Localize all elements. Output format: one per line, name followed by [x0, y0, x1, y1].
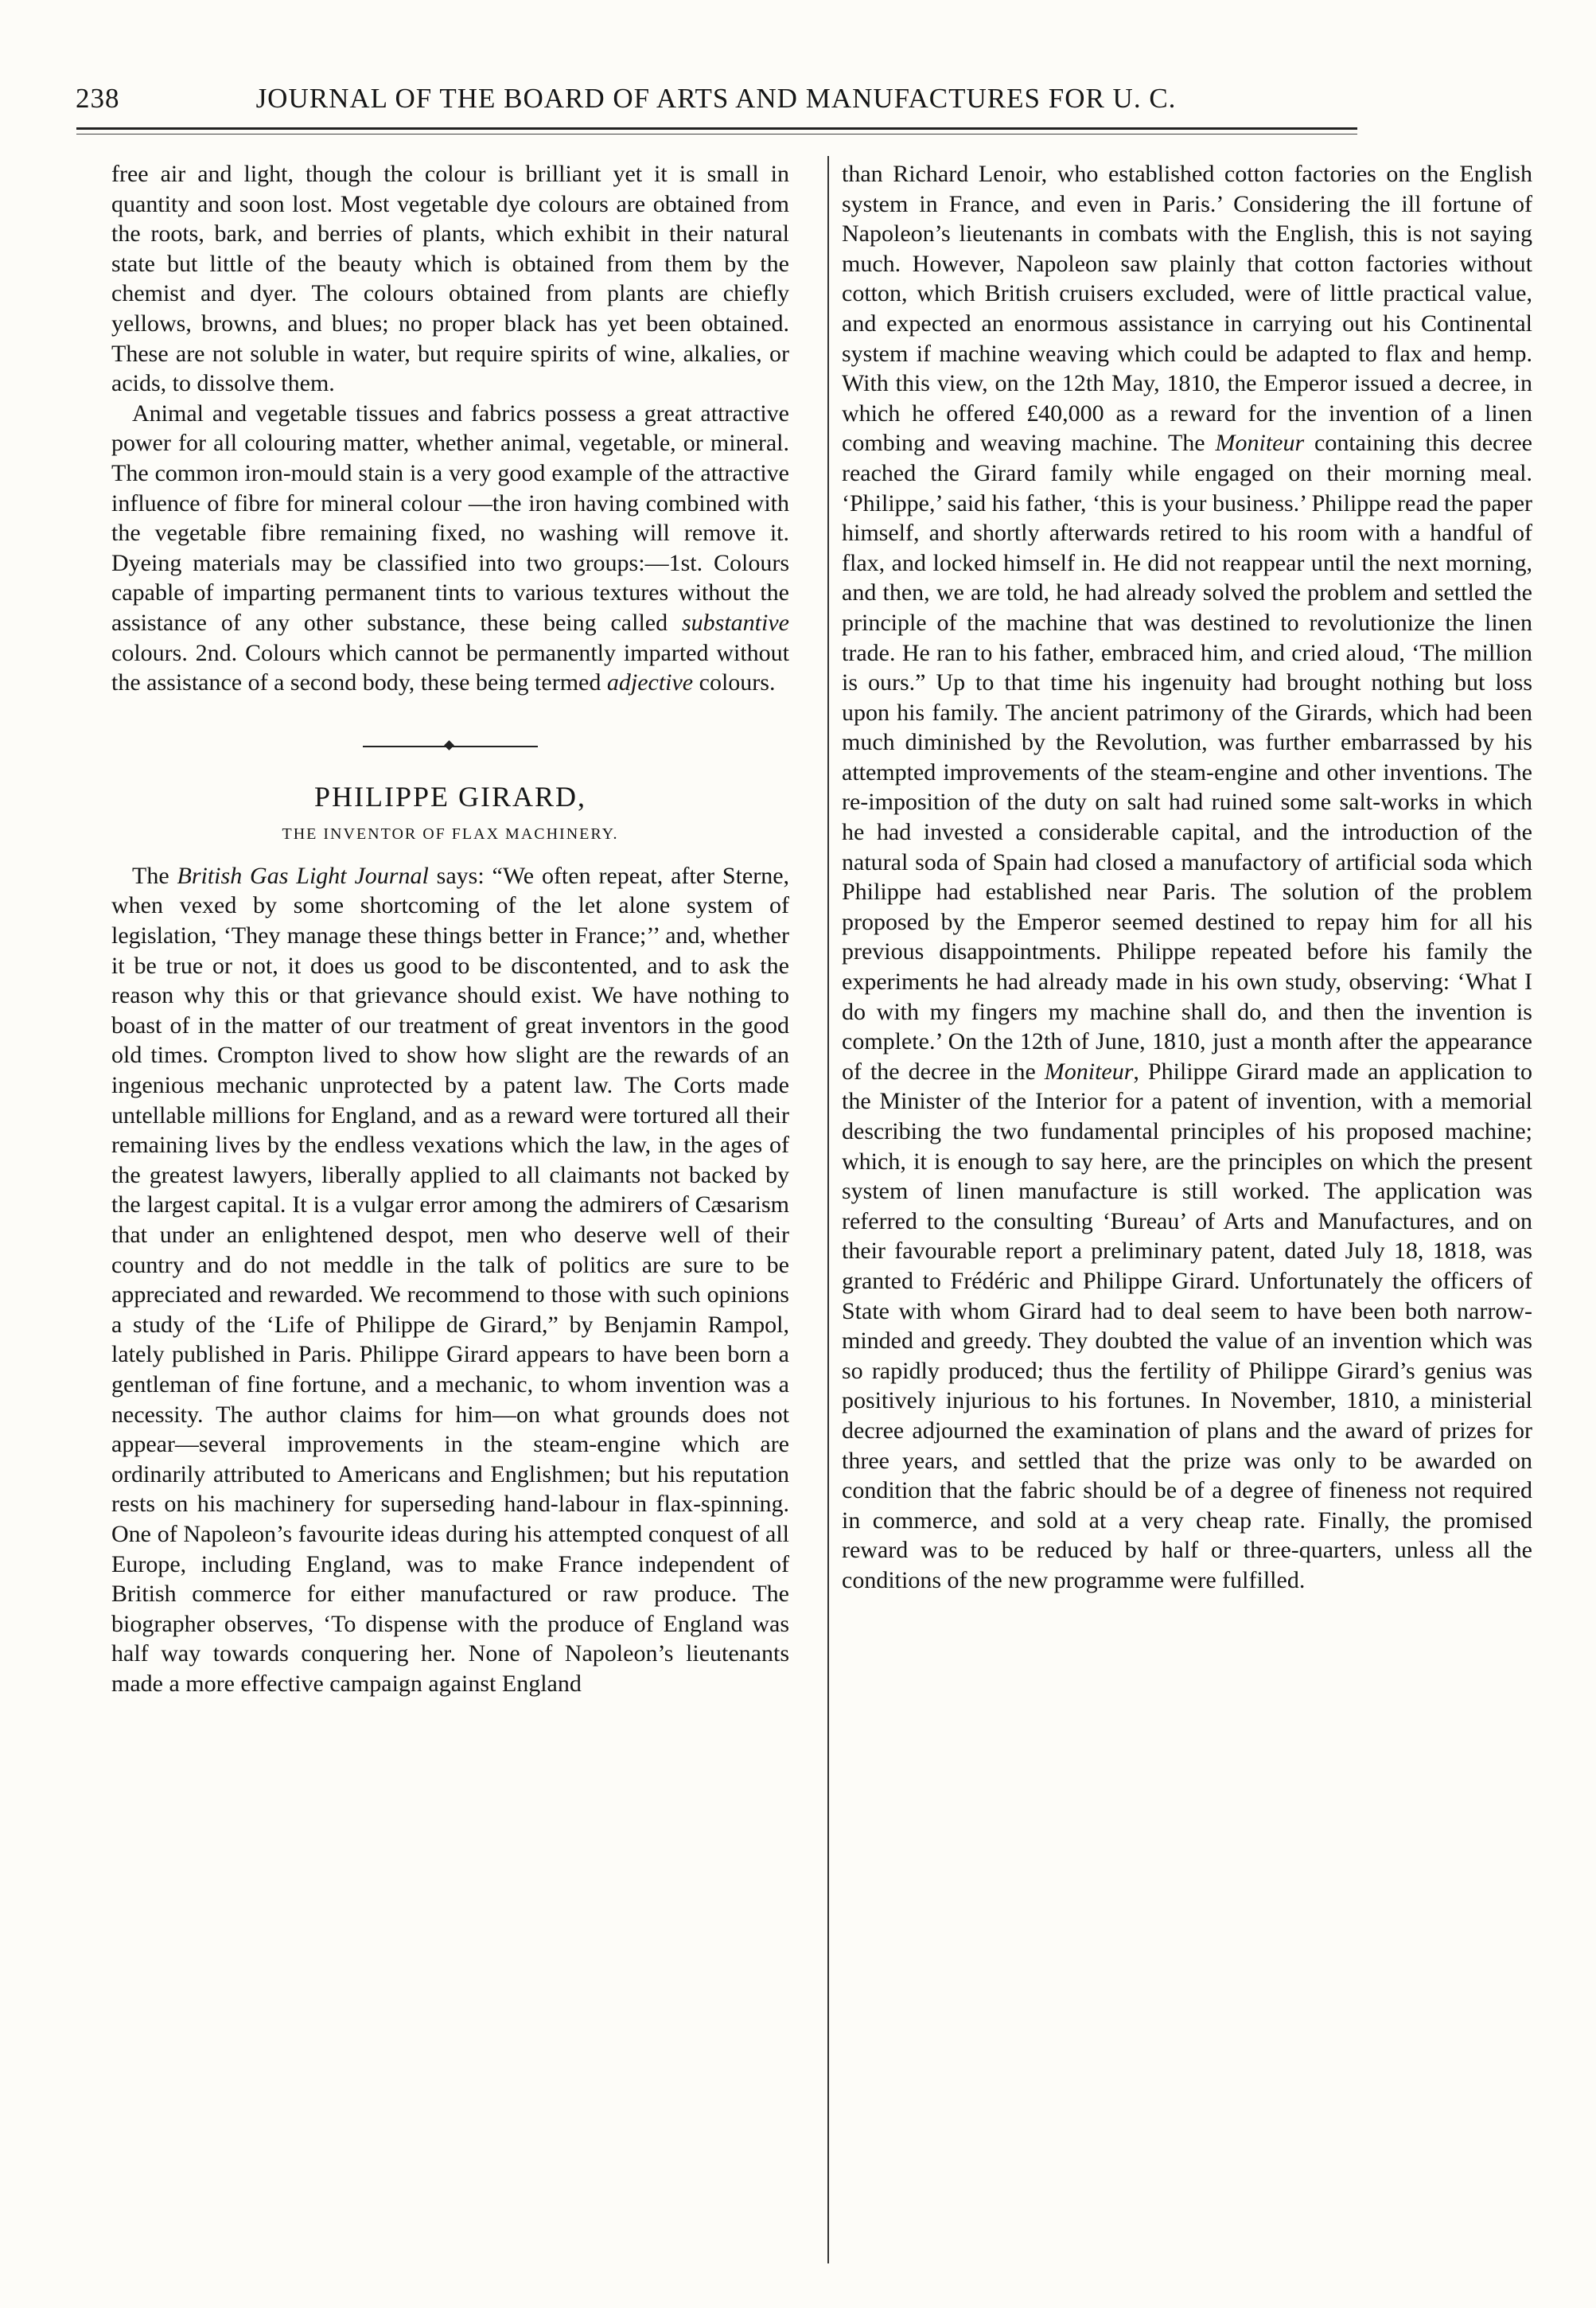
- paragraph-tissues-fabrics: Animal and vegetable tissues and fabrics possess a great attractive power for all colouring matter, whether animal, vegetable, or mineral. The common iron-mould stain is a very good example of the attractive influence of fibre for mineral colour —the iron having combined with the vegetable fibre remaining fixed, no washing will remove it. Dyeing materials may be classified into two groups:—1st. Colours capable of imparting permanent tints to various textures without the assistance of any other substance, these being called substantive colours. 2nd. Colours which cannot be permanently imparted without the assistance of a second body, these being termed adjective colours.: [111, 400, 789, 696]
- italic-adjective: adjective: [606, 669, 694, 696]
- left-column: [111, 159, 789, 2268]
- italic-moniteur: Moniteur: [1215, 430, 1305, 457]
- italic-substantive: substantive: [682, 609, 789, 636]
- italic-moniteur-2: Moniteur: [1044, 1058, 1134, 1085]
- column-divider: [827, 156, 829, 2263]
- italic-journal-name: British Gas Light Journal: [177, 862, 429, 889]
- paragraph-article-start: The British Gas Light Journal says: “We often repeat, after Sterne, when vexed by some shortcoming of the let alone system of legislation, ‘They manage these things better in France;’’ and, whether it be true or not, it does us good to be discontented, and to ask the reason why this or that grievance should exist. We have nothing to boast of in the matter of our treatment of great inventors in the good old times. Crompton lived to show how slight are the rewards of an ingenious mechanic unprotected by a patent law. The Corts made untellable millions for England, and as a reward were tortured all their remaining lives by the endless vexations which the law, in the ages of the greatest lawyers, liberally applied to all claimants not backed by the largest capital. It is a vulgar error among the admirers of Cæsarism that under an enlightened despot, men who deserve well of their country and do not meddle in the talk of politics are sure to be appreciated and rewarded. We recommend to those with such opinions a study of the ‘Life of Philippe de Girard,” by Benjamin Rampol, lately published in Paris. Philippe Girard appears to have been born a gentleman of fine fortune, and a mechanic, to whom invention was a necessity. The author claims for him—on what grounds does not appear—several improvements in the steam-engine which are ordinarily attributed to Americans and Englishmen; but his reputation rests on his machinery for superseding hand-labour in flax-spinning. One of Napoleon’s favourite ideas during his attempted conquest of all Europe, including England, was to make France independent of British commerce for either manufactured or raw produce. The biographer observes, ‘To dispense with the produce of England was half way towards conquering her. None of Napoleon’s lieutenants made a more effective campaign against England: [111, 862, 789, 1697]
- header-rule-thin: [76, 134, 1357, 135]
- journal-title: JOURNAL OF THE BOARD OF ARTS AND MANUFACTURES FOR U. C.: [255, 83, 1177, 114]
- page-number: 238: [76, 83, 120, 114]
- article-title: PHILIPPE GIRARD,: [313, 780, 587, 813]
- section-separator: [363, 741, 538, 752]
- paragraph-article-continued: than Richard Lenoir, who established cotton factories on the English system in France, and even in Paris.’ Considering the ill fortune of Napoleon’s lieutenants in combats with the English, this is not saying much. However, Napoleon saw plainly that cotton factories without cotton, which British cruisers excluded, were of little practical value, and expected an enormous assistance in carrying out his Continental system if machine weaving which could be adapted to flax and hemp. With this view, on the 12th May, 1810, the Emperor issued a decree, in which he offered £40,000 as a reward for the invention of a linen combing and weaving machine. The Moniteur containing this decree reached the Girard family while engaged on their morning meal. ‘Philippe,’ said his father, ‘this is your business.’ Philippe read the paper himself, and shortly afterwards retired to his room with a handful of flax, and locked himself in. He did not reappear until the next morning, and then, we are told, he had already solved the problem and settled the principle of the machine that was destined to revolutionize the linen trade. He ran to his father, embraced him, and cried aloud, ‘The million is ours.” Up to that time his ingenuity had brought nothing but loss upon his family. The ancient patrimony of the Girards, which had been much diminished by the Revolution, was further embarrassed by his attempted improvements of the steam-engine and other inventions. The re-imposition of the duty on salt had ruined some salt-works in which he had invested a considerable capital, and the introduction of the natural soda of Spain had closed a manufactory of artificial soda which Philippe had established near Paris. The solution of the problem proposed by the Emperor seemed destined to repay him for all his previous disappointments. Philippe repeated before his family the experiments he had already made in his own study, observing: ‘What I do with my fingers my machine shall do, and then the invention is complete.’ On the 12th of June, 1810, just a month after the appearance of the decree in the Moniteur, Philippe Girard made an application to the Minister of the Interior for a patent of invention, with a memorial describing the two fundamental principles of his proposed machine; which, it is enough to say here, are the principles on which the present system of linen manufacture is still worked. The application was referred to the consulting ‘Bureau’ of Arts and Manufactures, and on their favourable report a preliminary patent, dated July 18, 1818, was granted to Frédéric and Philippe Girard. Unfortunately the officers of State with whom Girard had to deal seem to have been both narrow-minded and greedy. They doubted the value of an invention which was so rapidly produced; thus the fertility of Philippe Girard’s genius was positively injurious to his fortunes. In November, 1810, a ministerial decree adjourned the examination of plans and the award of prizes for three years, and settled that the prize was only to be awarded on condition that the fabric should be of a degree of fineness not required in commerce, and sold at a very cheap rate. Finally, the promised reward was to be reduced by half or three-quarters, unless all the conditions of the new programme were fulfilled.: [842, 161, 1532, 1593]
- article-subtitle: THE INVENTOR OF FLAX MACHINERY.: [282, 825, 619, 844]
- header-rule: [76, 127, 1357, 130]
- paragraph-dye-colours: free air and light, though the colour is brilliant yet it is small in quantity and soon lost. Most vegetable dye colours are obtained from the roots, bark, and berries of plants, which exhibit in their natural state but little of the beauty which is obtained from them by the chemist and dyer. The colours obtained from plants are chiefly yellows, browns, and blues; no proper black has yet been obtained. These are not soluble in water, but require spirits of wine, alkalies, or acids, to dissolve them.: [111, 161, 789, 397]
- right-column: [842, 159, 1532, 2268]
- page-header: [76, 83, 1357, 131]
